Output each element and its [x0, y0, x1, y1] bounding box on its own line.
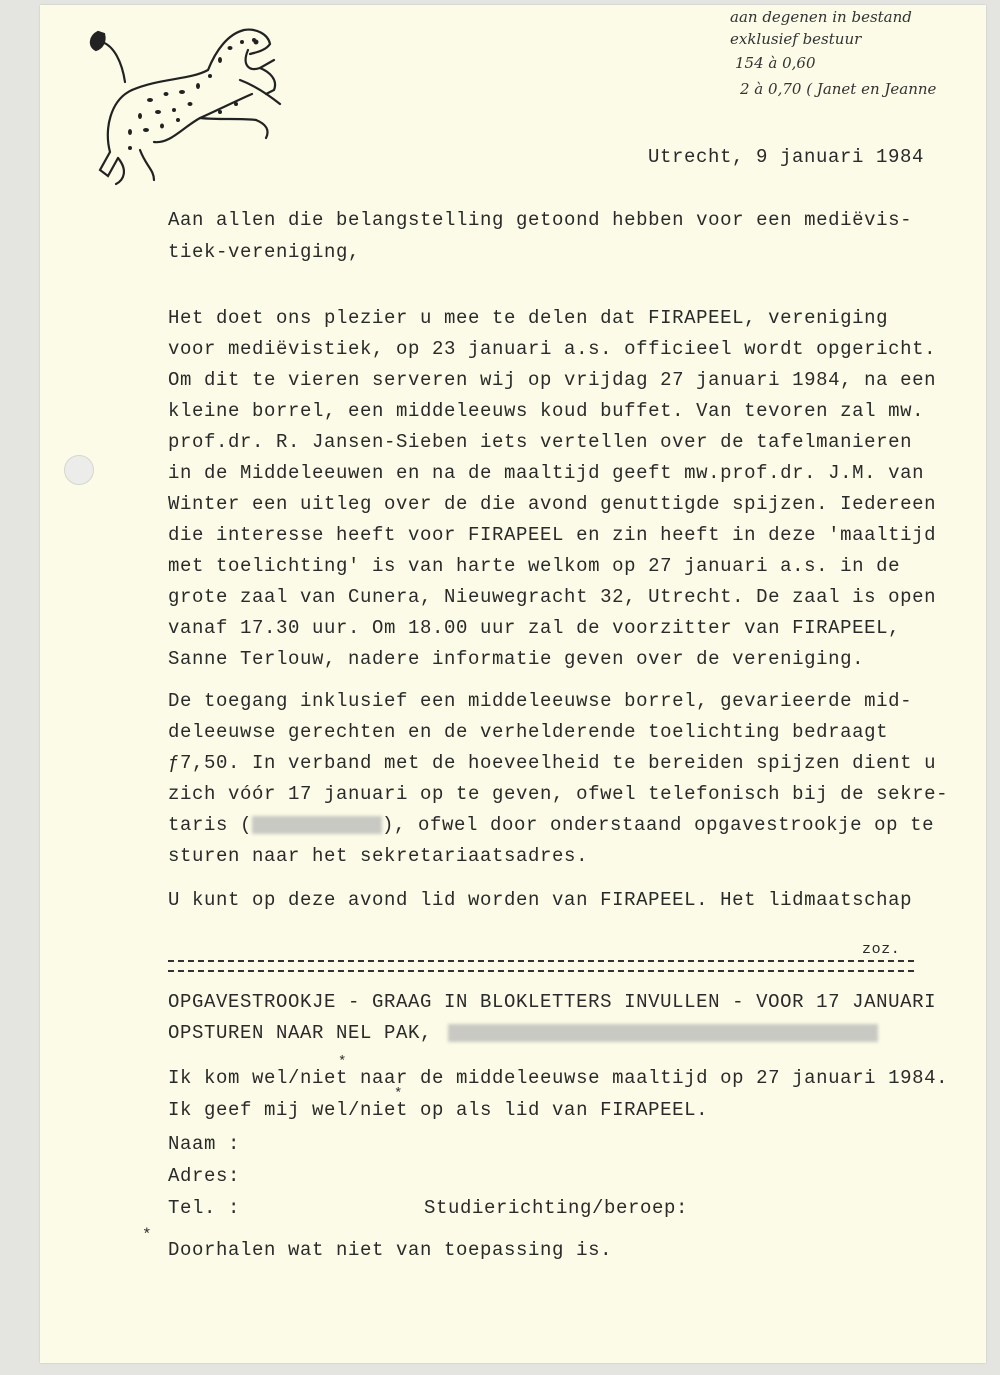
- cut-line-bottom: [168, 970, 914, 972]
- para1-line: Sanne Terlouw, nadere informatie geven over de vereniging.: [168, 648, 865, 670]
- form-studie-label: Studierichting/beroep:: [424, 1197, 689, 1219]
- para1-line: voor mediëvistiek, op 23 januari a.s. officieel wordt opgericht.: [168, 338, 937, 360]
- form-heading-2: OPSTUREN NAAR NEL PAK,: [168, 1022, 433, 1044]
- para2-line-redacted: [168, 813, 934, 837]
- para2-line: zich vóór 17 januari op te geven, ofwel telefonisch bij de sekre-: [168, 783, 949, 805]
- para1-line: met toelichting' is van harte welkom op 27 januari a.s. in de: [168, 555, 901, 577]
- salutation-line-2: tiek-vereniging,: [168, 241, 361, 263]
- redacted-phone: [252, 816, 382, 834]
- handwritten-note-4: 2 à 0,70 ( Janet en Jeanne: [740, 80, 937, 98]
- para2-line: De toegang inklusief een middeleeuwse borrel, gevarieerde mid-: [168, 690, 913, 712]
- handwritten-note-3: 154 à 0,60: [735, 54, 816, 72]
- form-heading-2-row: [168, 1021, 878, 1045]
- asterisk-mark: *: [394, 1086, 403, 1102]
- asterisk-mark: *: [338, 1054, 347, 1070]
- para1-line: Winter een uitleg over de die avond genuttigde spijzen. Iedereen: [168, 493, 937, 515]
- para2-line: sturen naar het sekretariaatsadres.: [168, 845, 589, 867]
- handwritten-note-2: exklusief bestuur: [730, 30, 862, 48]
- form-line-2: Ik geef mij wel/niet op als lid van FIRAPEEL.: [168, 1099, 709, 1121]
- form-footnote: Doorhalen wat niet van toepassing is.: [168, 1239, 613, 1261]
- form-adres-label: Adres:: [168, 1165, 241, 1187]
- salutation-line-1: Aan allen die belangstelling getoond hebben voor een mediëvis-: [168, 209, 913, 231]
- para1-line: Het doet ons plezier u mee te delen dat FIRAPEEL, vereniging: [168, 307, 889, 329]
- para2-taris-before: taris (: [168, 814, 253, 836]
- para1-line: die interesse heeft voor FIRAPEEL en zin heeft in deze 'maaltijd: [168, 524, 937, 546]
- para1-line: Om dit te vieren serveren wij op vrijdag 27 januari 1984, na een: [168, 369, 937, 391]
- footnote-asterisk: *: [142, 1226, 152, 1244]
- para1-line: vanaf 17.30 uur. Om 18.00 uur zal de voorzitter van FIRAPEEL,: [168, 617, 901, 639]
- para1-line: prof.dr. R. Jansen-Sieben iets vertellen over de tafelmanieren: [168, 431, 913, 453]
- punch-hole: [64, 455, 94, 485]
- leopard-logo-icon: [70, 20, 285, 190]
- para2-taris-after: ), ofwel door onderstaand opgavestrookje op te: [382, 814, 935, 836]
- redacted-address: [448, 1024, 878, 1042]
- para1-line: kleine borrel, een middeleeuws koud buffet. Van tevoren zal mw.: [168, 400, 925, 422]
- para1-line: grote zaal van Cunera, Nieuwegracht 32, Utrecht. De zaal is open: [168, 586, 937, 608]
- zoz-label: zoz.: [862, 941, 901, 958]
- form-tel-label: Tel. :: [168, 1197, 241, 1219]
- form-naam-label: Naam :: [168, 1133, 241, 1155]
- para1-line: in de Middeleeuwen en na de maaltijd geeft mw.prof.dr. J.M. van: [168, 462, 925, 484]
- form-line-1: Ik kom wel/niet naar de middeleeuwse maaltijd op 27 januari 1984.: [168, 1067, 949, 1089]
- para2-line: deleeuwse gerechten en de verhelderende toelichting bedraagt: [168, 721, 889, 743]
- para3-line: U kunt op deze avond lid worden van FIRAPEEL. Het lidmaatschap: [168, 889, 913, 911]
- para2-line: ƒ7,50. In verband met de hoeveelheid te bereiden spijzen dient u: [168, 752, 937, 774]
- letter-date: Utrecht, 9 januari 1984: [648, 146, 925, 168]
- cut-line-top: [168, 960, 914, 962]
- handwritten-note-1: aan degenen in bestand: [730, 8, 912, 26]
- form-heading-1: OPGAVESTROOKJE - GRAAG IN BLOKLETTERS INVULLEN - VOOR 17 JANUARI: [168, 991, 937, 1013]
